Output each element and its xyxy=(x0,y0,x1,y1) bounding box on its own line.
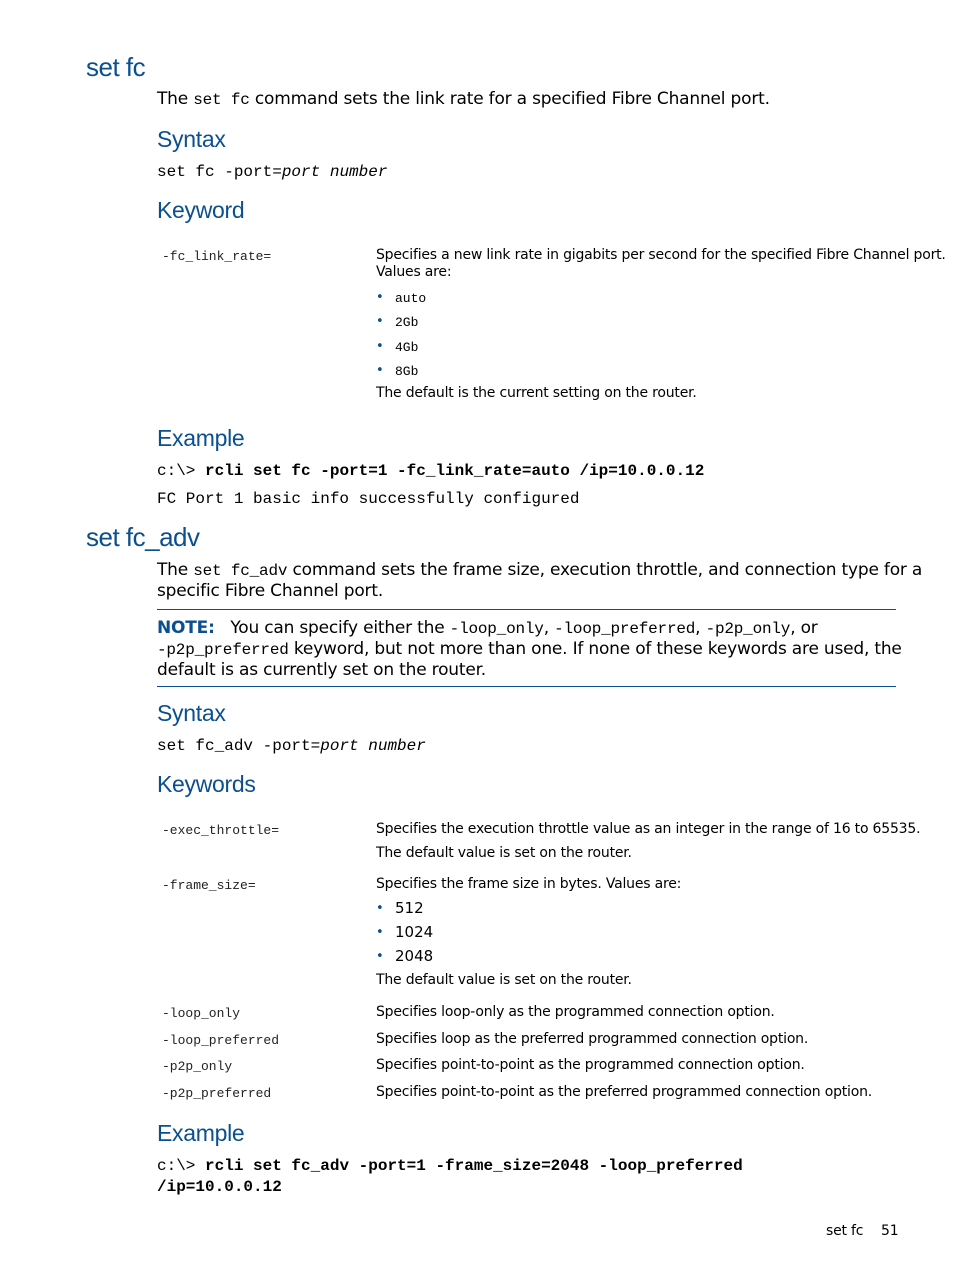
keyword-default: The default value is set on the router. xyxy=(376,972,632,988)
list-item: auto xyxy=(395,291,427,306)
section-title-set-fc: set fc xyxy=(86,52,146,82)
example-command: c:\> rcli set fc -port=1 -fc_link_rate=auto /ip=10.0.0.12 xyxy=(157,462,705,480)
keyword-name: -frame_size= xyxy=(162,878,256,893)
example-heading: Example xyxy=(157,1120,245,1146)
keyword-name: -p2p_preferred xyxy=(162,1086,272,1101)
keyword-desc: Specifies the execution throttle value as an integer in the range of 16 to 65535. xyxy=(376,821,921,837)
footer-section: set fc xyxy=(826,1223,864,1239)
inline-code: set fc xyxy=(193,91,250,109)
example-command-cont: /ip=10.0.0.12 xyxy=(157,1178,282,1196)
section-title-set-fc-adv: set fc_adv xyxy=(86,522,200,552)
bullet-icon: • xyxy=(376,363,384,378)
keyword-name: -exec_throttle= xyxy=(162,823,280,838)
keyword-desc-cont: Values are: xyxy=(376,264,452,280)
bullet-icon: • xyxy=(376,949,384,964)
example-output: FC Port 1 basic info successfully configured xyxy=(157,490,580,508)
list-item: 8Gb xyxy=(395,364,419,379)
bullet-icon: • xyxy=(376,339,384,354)
page-number: 51 xyxy=(881,1223,899,1239)
bullet-icon: • xyxy=(376,901,384,916)
set-fc-intro: The set fc command sets the link rate for a specified Fibre Channel port. xyxy=(157,89,770,109)
example-command: c:\> rcli set fc_adv -port=1 -frame_size=2048 -loop_preferred xyxy=(157,1157,743,1175)
note-line-1: NOTE: You can specify either the -loop_only, -loop_preferred, -p2p_only, or xyxy=(157,618,818,638)
keyword-name: -loop_preferred xyxy=(162,1033,280,1048)
list-item: 512 xyxy=(395,899,424,917)
set-fc-adv-intro: The set fc_adv command sets the frame size, execution throttle, and connection type for a xyxy=(157,560,923,580)
keyword-default: The default value is set on the router. xyxy=(376,845,632,861)
syntax-heading: Syntax xyxy=(157,126,226,152)
bullet-icon: • xyxy=(376,314,384,329)
keyword-desc: Specifies loop as the preferred programmed connection option. xyxy=(376,1031,809,1047)
syntax-heading: Syntax xyxy=(157,700,226,726)
keywords-heading: Keywords xyxy=(157,771,256,797)
note-label: NOTE: xyxy=(157,618,215,638)
keyword-desc: Specifies the frame size in bytes. Values are: xyxy=(376,876,682,892)
keyword-default: The default is the current setting on the router. xyxy=(376,385,697,401)
keyword-name: -fc_link_rate= xyxy=(162,249,272,264)
list-item: 1024 xyxy=(395,923,434,941)
keyword-name: -p2p_only xyxy=(162,1059,233,1074)
list-item: 4Gb xyxy=(395,340,419,355)
note-top-rule xyxy=(157,609,896,610)
syntax-line: set fc -port=port number xyxy=(157,163,388,181)
inline-code: set fc_adv xyxy=(193,562,288,580)
keyword-heading: Keyword xyxy=(157,197,245,223)
note-line-2: -p2p_preferred keyword, but not more than one. If none of these keywords are used, the xyxy=(157,639,902,659)
keyword-desc: Specifies loop-only as the programmed connection option. xyxy=(376,1004,775,1020)
keyword-name: -loop_only xyxy=(162,1006,241,1021)
note-line-3: default is as currently set on the router. xyxy=(157,660,487,680)
keyword-desc: Specifies point-to-point as the preferred programmed connection option. xyxy=(376,1084,873,1100)
bullet-icon: • xyxy=(376,290,384,305)
list-item: 2Gb xyxy=(395,315,419,330)
bullet-icon: • xyxy=(376,925,384,940)
syntax-line: set fc_adv -port=port number xyxy=(157,737,426,755)
list-item: 2048 xyxy=(395,947,434,965)
keyword-desc: Specifies a new link rate in gigabits per second for the specified Fibre Channel port. xyxy=(376,247,946,263)
example-heading: Example xyxy=(157,425,245,451)
set-fc-adv-intro-cont: specific Fibre Channel port. xyxy=(157,581,384,601)
note-bottom-rule xyxy=(157,686,896,687)
keyword-desc: Specifies point-to-point as the programmed connection option. xyxy=(376,1057,805,1073)
